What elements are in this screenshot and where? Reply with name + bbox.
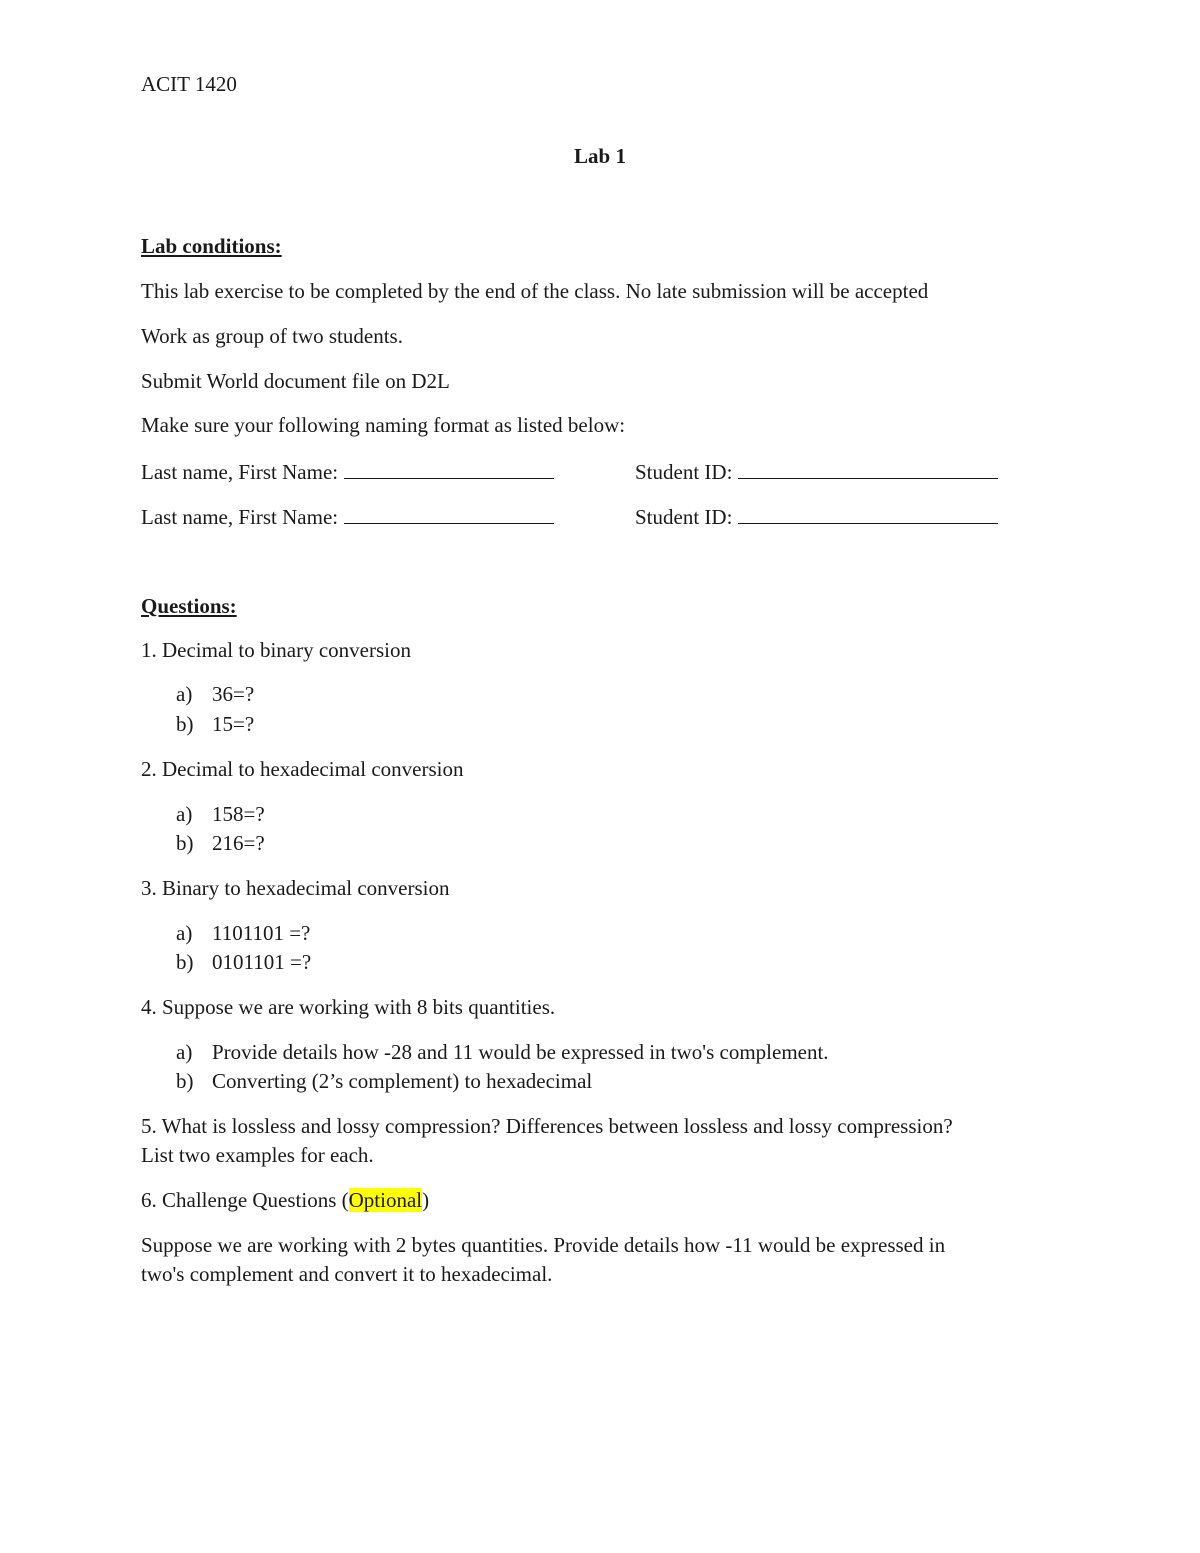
lab-conditions-heading: Lab conditions:	[141, 234, 282, 258]
page-title: Lab 1	[574, 144, 626, 168]
question-4: 4. Suppose we are working with 8 bits quantities.	[141, 995, 556, 1019]
condition-line-4: Make sure your following naming format as listed below:	[141, 413, 626, 437]
question-2-a	[176, 802, 265, 827]
list-item-text: 0101101 =?	[212, 950, 312, 974]
name-blank-line[interactable]	[344, 503, 554, 524]
optional-highlight: Optional	[348, 1188, 423, 1212]
list-item-text: 36=?	[212, 682, 255, 706]
name-label: Last name, First Name:	[141, 505, 339, 529]
list-item-text: 158=?	[212, 802, 265, 826]
list-item-text: 1101101 =?	[212, 921, 311, 945]
list-letter: b)	[176, 950, 194, 974]
questions-heading: Questions:	[141, 594, 237, 618]
list-item-text: Provide details how -28 and 11 would be expressed in two's complement.	[212, 1040, 829, 1064]
id-blank-line[interactable]	[738, 458, 998, 479]
question-5-line-2: List two examples for each.	[141, 1143, 374, 1167]
question-1-a	[176, 682, 254, 707]
question-3: 3. Binary to hexadecimal conversion	[141, 876, 450, 900]
list-letter: a)	[176, 802, 193, 826]
id-label: Student ID:	[635, 460, 733, 484]
list-item-text: 15=?	[212, 712, 255, 736]
question-6	[141, 1188, 429, 1213]
question-2-b	[176, 831, 265, 856]
id-field-row-2	[635, 503, 998, 530]
condition-line-1: This lab exercise to be completed by the end of the class. No late submission will be accepted	[141, 279, 929, 303]
question-4-b	[176, 1069, 592, 1094]
condition-line-3: Submit World document file on D2L	[141, 369, 450, 393]
question-1: 1. Decimal to binary conversion	[141, 638, 412, 662]
question-5-line-1: 5. What is lossless and lossy compression? Differences between lossless and lossy compression?	[141, 1114, 953, 1138]
question-4-a	[176, 1040, 829, 1065]
question-3-b	[176, 950, 311, 975]
id-field-row-1	[635, 458, 998, 485]
condition-line-2: Work as group of two students.	[141, 324, 403, 348]
id-label: Student ID:	[635, 505, 733, 529]
id-blank-line[interactable]	[738, 503, 998, 524]
name-field-row-1	[141, 458, 554, 485]
challenge-line-1: Suppose we are working with 2 bytes quantities. Provide details how -11 would be expressed in	[141, 1233, 946, 1257]
list-item-text: 216=?	[212, 831, 265, 855]
list-letter: b)	[176, 712, 194, 736]
question-6-prefix: 6. Challenge Questions (	[141, 1188, 349, 1212]
list-letter: a)	[176, 1040, 193, 1064]
challenge-line-2: two's complement and convert it to hexadecimal.	[141, 1262, 553, 1286]
name-field-row-2	[141, 503, 554, 530]
list-letter: b)	[176, 831, 194, 855]
name-blank-line[interactable]	[344, 458, 554, 479]
course-code: ACIT 1420	[141, 72, 237, 96]
question-2: 2. Decimal to hexadecimal conversion	[141, 757, 464, 781]
list-item-text: Converting (2’s complement) to hexadecimal	[212, 1069, 593, 1093]
list-letter: b)	[176, 1069, 194, 1093]
list-letter: a)	[176, 921, 193, 945]
question-1-b	[176, 712, 254, 737]
name-label: Last name, First Name:	[141, 460, 339, 484]
list-letter: a)	[176, 682, 193, 706]
question-3-a	[176, 921, 310, 946]
question-6-suffix: )	[422, 1188, 430, 1212]
